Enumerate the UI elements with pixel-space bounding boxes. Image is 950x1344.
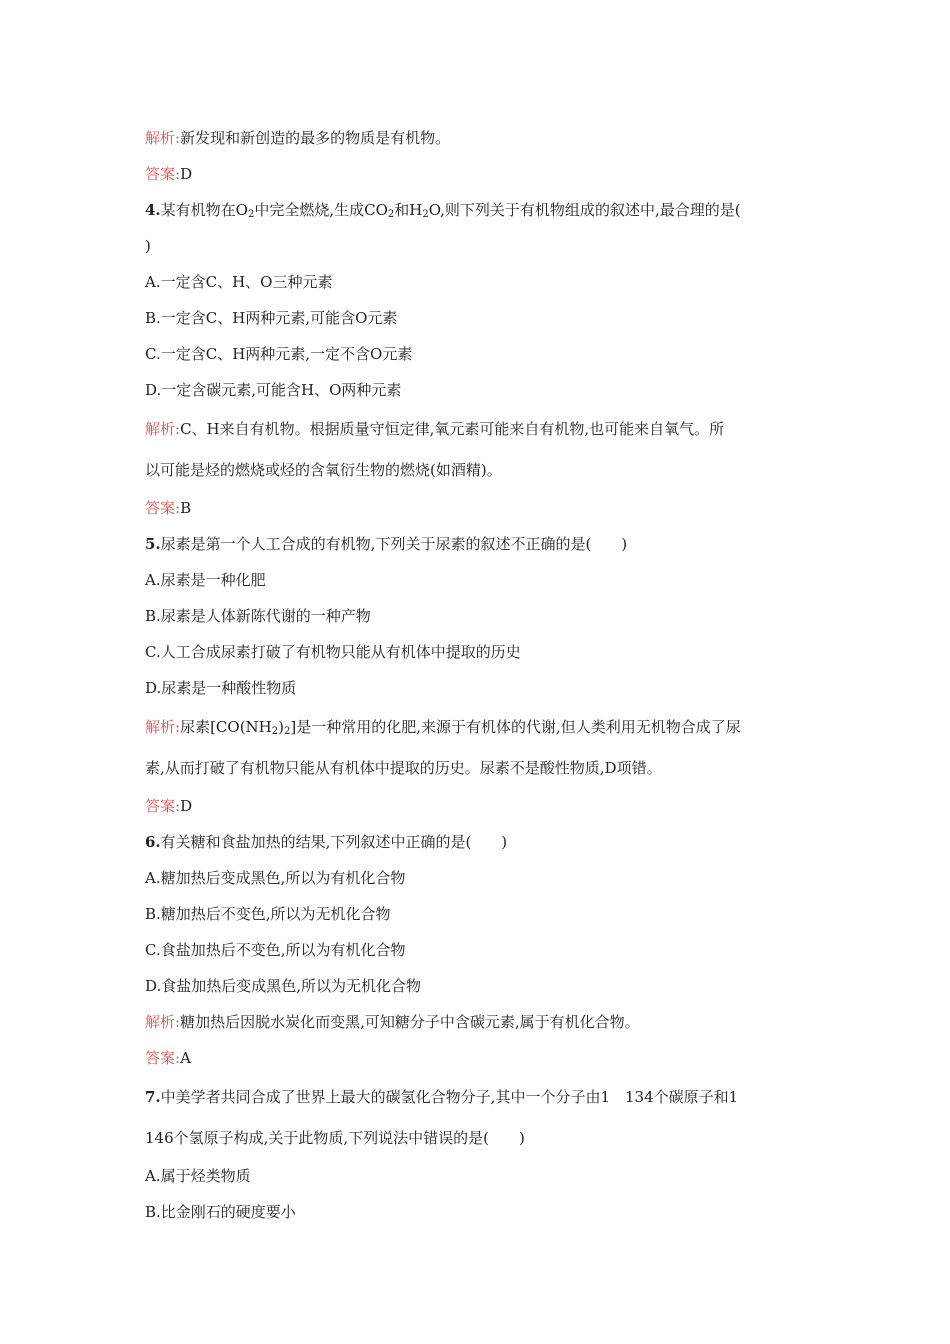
q3-answer bbox=[145, 156, 810, 192]
q4-analysis-continuation: 以可能是烃的燃烧或烃的含氧衍生物的燃烧(如酒精)。 bbox=[145, 461, 502, 479]
answer-label: 答案: bbox=[145, 165, 181, 183]
answer-text: D bbox=[180, 797, 193, 815]
q4-option-b: B.一定含C、H两种元素,可能含O元素 bbox=[145, 309, 398, 327]
answer-text: A bbox=[180, 1049, 191, 1067]
q5-option-b: B.尿素是人体新陈代谢的一种产物 bbox=[145, 607, 371, 625]
q7-option-a: A.属于烃类物质 bbox=[145, 1167, 251, 1185]
answer-text: B bbox=[180, 499, 192, 517]
answer-text: D bbox=[180, 165, 193, 183]
q4-stem bbox=[145, 192, 810, 228]
q6-option-a: A.糖加热后变成黑色,所以为有机化合物 bbox=[145, 869, 406, 887]
q6-option-d: D.食盐加热后变成黑色,所以为无机化合物 bbox=[145, 977, 422, 995]
q6-analysis bbox=[145, 1004, 810, 1040]
q4-option-c: C.一定含C、H两种元素,一定不含O元素 bbox=[145, 345, 413, 363]
stem-text: 中完全燃烧,生成CO bbox=[254, 201, 388, 219]
answer-label: 答案: bbox=[145, 797, 181, 815]
q5-option-a: A.尿素是一种化肥 bbox=[145, 571, 266, 589]
analysis-text: ]是一种常用的化肥,来源于有机体的代谢,但人类利用无机物合成了尿 bbox=[290, 718, 741, 736]
q4-stem-continuation bbox=[145, 228, 810, 264]
q5-answer bbox=[145, 788, 810, 824]
q5-option-c: C.人工合成尿素打破了有机物只能从有机体中提取的历史 bbox=[145, 643, 521, 661]
analysis-label: 解析: bbox=[145, 129, 181, 147]
analysis-text: ) bbox=[278, 718, 284, 736]
subscript: 2 bbox=[422, 209, 429, 220]
q6-answer bbox=[145, 1040, 810, 1076]
q5-analysis bbox=[145, 706, 810, 748]
stem-text: 某有机物在O bbox=[160, 201, 248, 219]
analysis-label: 解析: bbox=[145, 420, 181, 438]
q7-option-b: B.比金刚石的硬度要小 bbox=[145, 1203, 296, 1221]
stem-text: 和H bbox=[394, 201, 423, 219]
stem-text: ) bbox=[145, 237, 151, 255]
document-page bbox=[145, 120, 810, 1230]
question-number: 7. bbox=[145, 1088, 161, 1106]
q3-analysis bbox=[145, 120, 810, 156]
answer-label: 答案: bbox=[145, 1049, 181, 1067]
question-number: 5. bbox=[145, 535, 161, 553]
analysis-label: 解析: bbox=[145, 718, 181, 736]
answer-label: 答案: bbox=[145, 499, 181, 517]
q6-option-b: B.糖加热后不变色,所以为无机化合物 bbox=[145, 905, 391, 923]
q4-analysis bbox=[145, 408, 810, 450]
analysis-label: 解析: bbox=[145, 1013, 181, 1031]
stem-text: O,则下列关于有机物组成的叙述中,最合理的是( bbox=[428, 201, 741, 219]
q7-stem bbox=[145, 1076, 810, 1118]
stem-text: 尿素是第一个人工合成的有机物,下列关于尿素的叙述不正确的是( ) bbox=[160, 535, 628, 553]
stem-text: 中美学者共同合成了世界上最大的碳氢化合物分子,其中一个分子由1 134个碳原子和1 bbox=[160, 1088, 739, 1106]
analysis-text: 尿素[CO(NH bbox=[180, 718, 272, 736]
q4-option-d: D.一定含碳元素,可能含H、O两种元素 bbox=[145, 381, 402, 399]
q4-option-a: A.一定含C、H、O三种元素 bbox=[145, 273, 333, 291]
stem-text: 有关糖和食盐加热的结果,下列叙述中正确的是( ) bbox=[160, 833, 508, 851]
question-number: 4. bbox=[145, 201, 161, 219]
question-number: 6. bbox=[145, 833, 161, 851]
analysis-text: 糖加热后因脱水炭化而变黑,可知糖分子中含碳元素,属于有机化合物。 bbox=[180, 1013, 640, 1031]
q6-stem bbox=[145, 824, 810, 860]
analysis-text: C、H来自有机物。根据质量守恒定律,氧元素可能来自有机物,也可能来自氧气。所 bbox=[180, 420, 725, 438]
q4-answer bbox=[145, 490, 810, 526]
q7-stem-continuation: 146个氢原子构成,关于此物质,下列说法中错误的是( ) bbox=[145, 1129, 525, 1147]
q5-analysis-continuation: 素,从而打破了有机物只能从有机体中提取的历史。尿素不是酸性物质,D项错。 bbox=[145, 759, 662, 777]
q5-stem bbox=[145, 526, 810, 562]
subscript: 2 bbox=[247, 209, 255, 220]
q5-option-d: D.尿素是一种酸性物质 bbox=[145, 679, 297, 697]
subscript: 2 bbox=[271, 726, 279, 737]
subscript: 2 bbox=[387, 209, 395, 220]
analysis-text: 新发现和新创造的最多的物质是有机物。 bbox=[180, 129, 451, 147]
subscript: 2 bbox=[283, 726, 291, 737]
q6-option-c: C.食盐加热后不变色,所以为有机化合物 bbox=[145, 941, 406, 959]
